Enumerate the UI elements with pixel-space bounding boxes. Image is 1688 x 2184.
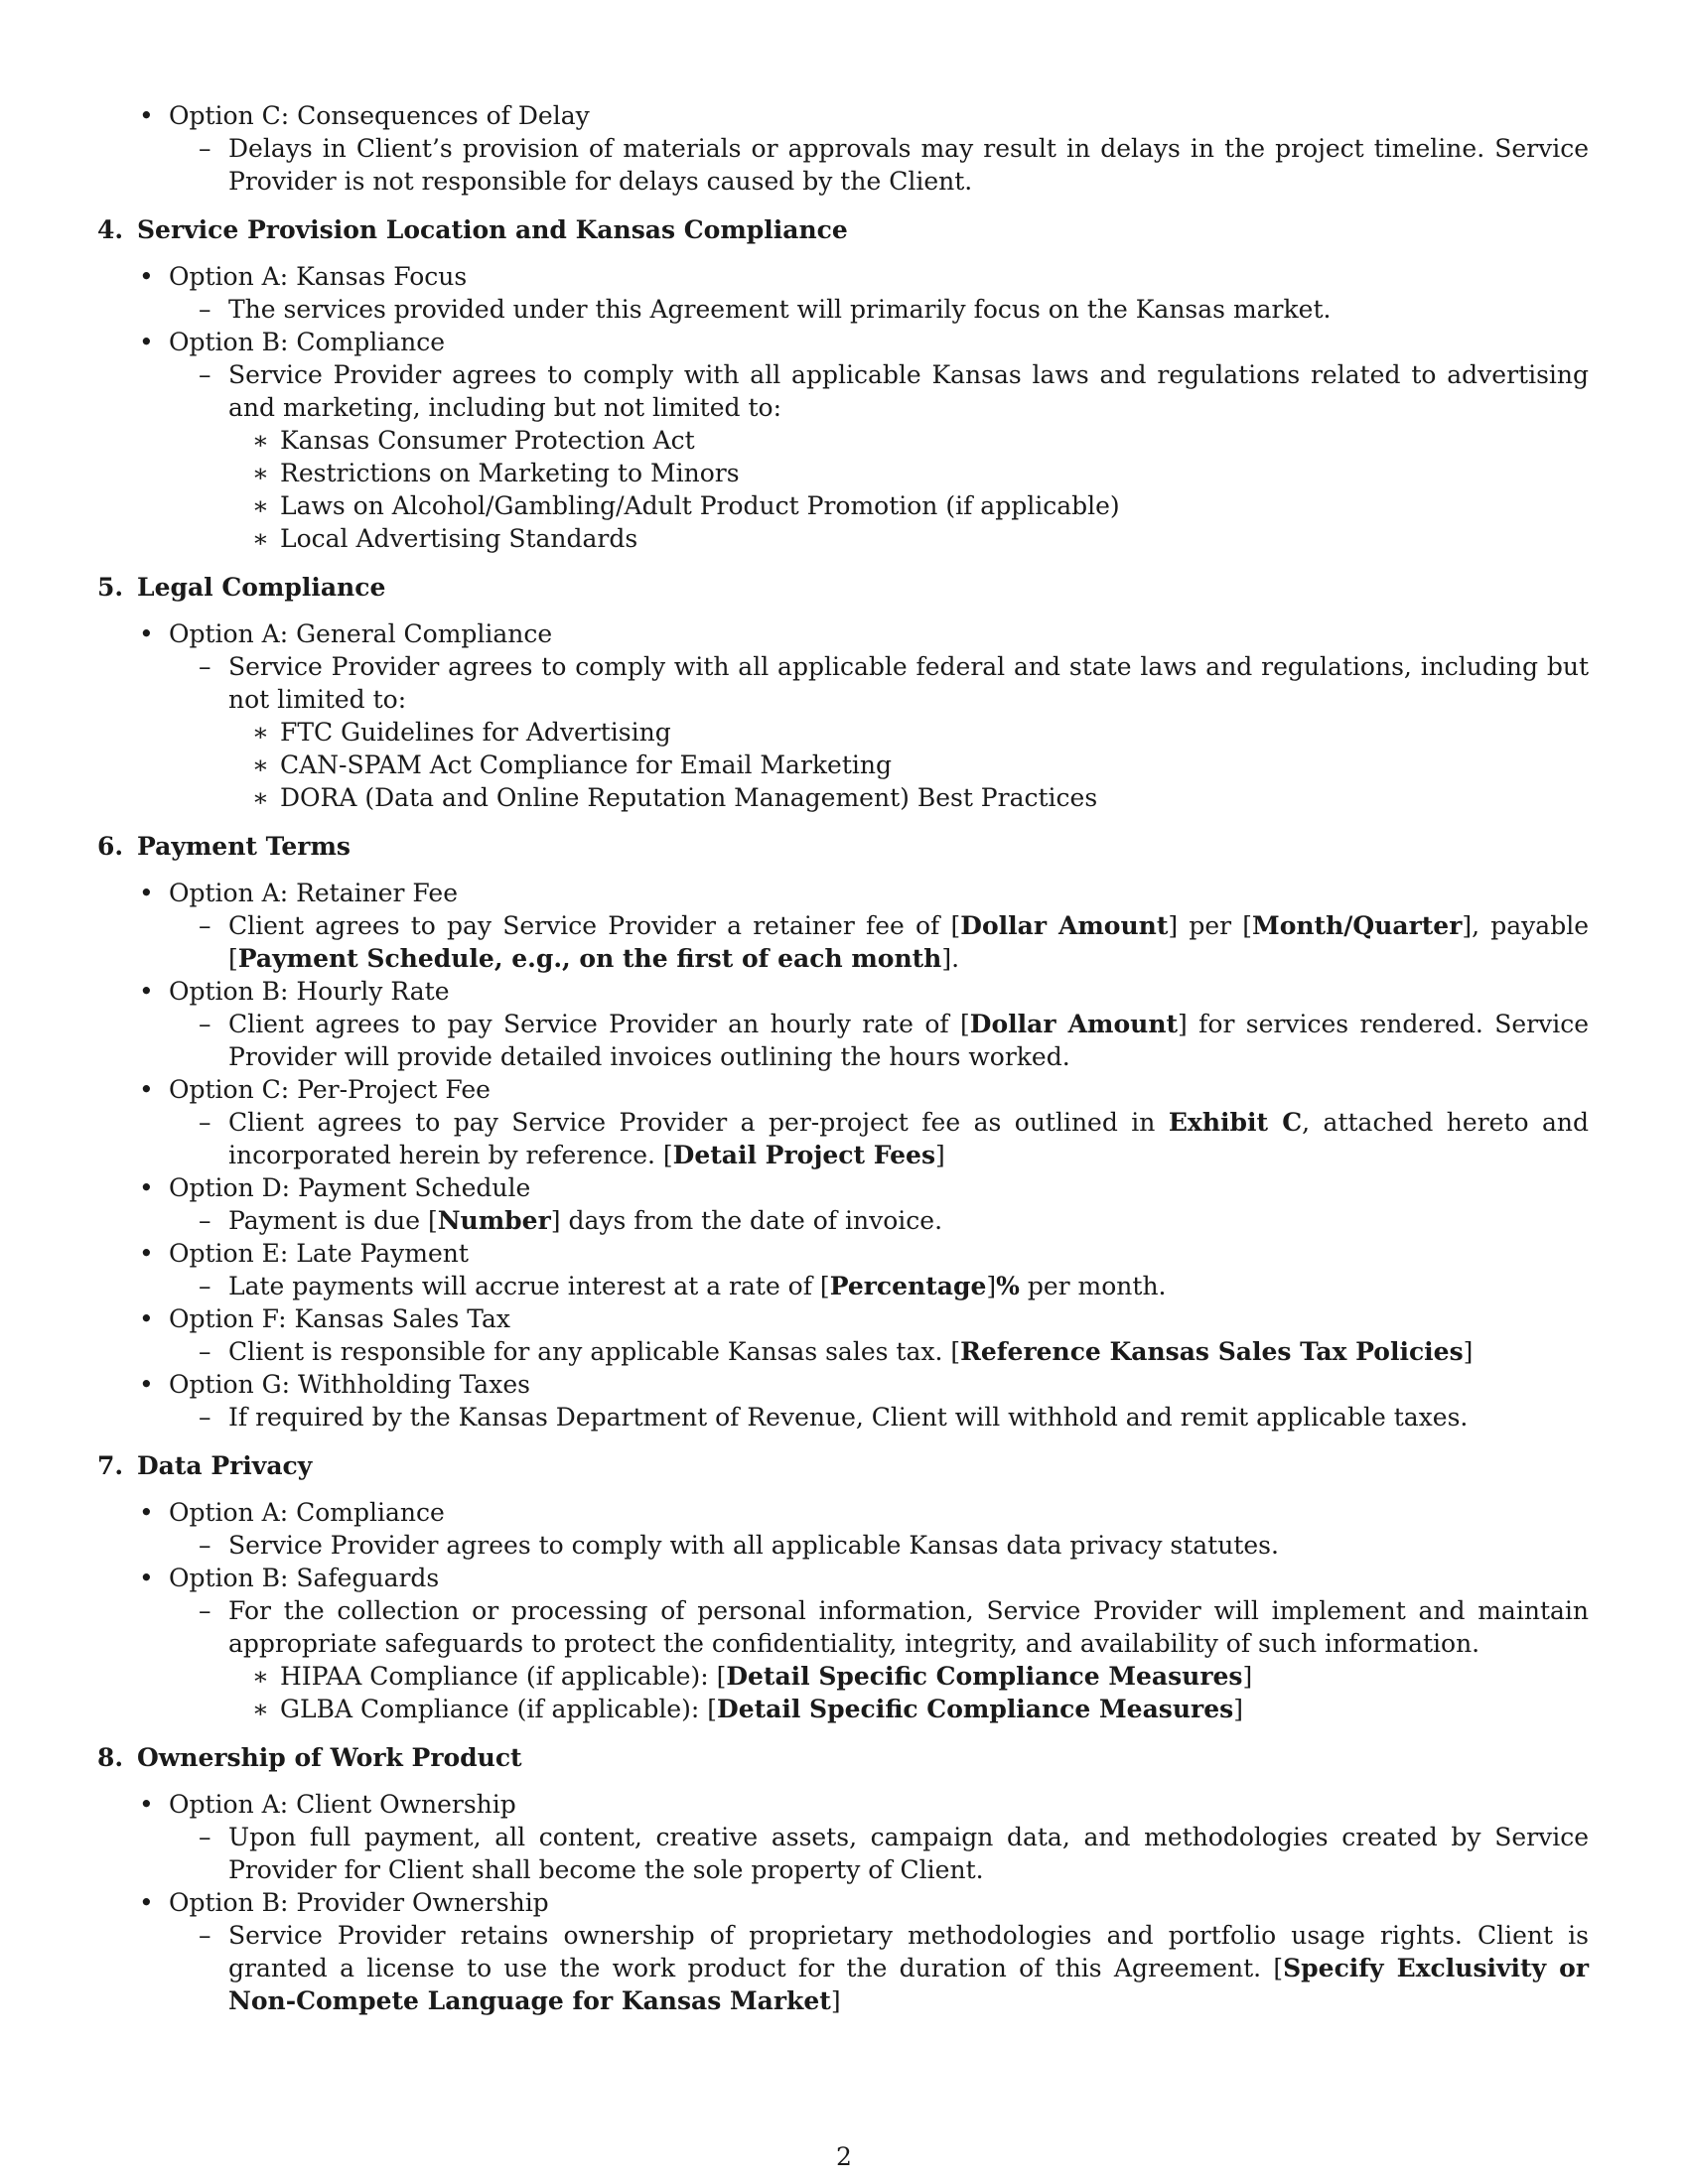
text-run: GLBA Compliance (if applicable): [ [280,1695,718,1723]
s5-option-a: • Option A: General Compliance [97,617,1589,650]
s6-option-c: • Option C: Per-Project Fee [97,1073,1589,1106]
s6-option-b: • Option B: Hourly Rate [97,975,1589,1008]
s5-option-a-text: – Service Provider agrees to comply with all applicable federal and state laws and regulations, including but not limited to: [97,650,1589,716]
list-item: ∗ FTC Guidelines for Advertising [97,716,1589,749]
s7-option-a-text: – Service Provider agrees to comply with all applicable Kansas data privacy statutes. [97,1529,1589,1562]
placeholder-payment-schedule: Payment Schedule, e.g., on the first of each month [237,944,942,973]
section-number: 7. [97,1451,124,1480]
placeholder-month-quarter: Month/Quarter [1252,911,1463,940]
s7-option-a: • Option A: Compliance [97,1496,1589,1529]
section-title: Payment Terms [137,832,351,861]
list-item [97,1660,1589,1693]
section-title: Ownership of Work Product [137,1743,522,1772]
placeholder-sales-tax-policies: Reference Kansas Sales Tax Policies [960,1337,1464,1366]
section-6-heading [97,830,1589,863]
placeholder-project-fees: Detail Project Fees [672,1141,936,1169]
section-number: 8. [97,1743,124,1772]
text-run: ] for services rendered. Service Provider will provide detailed invoices outlining the hours worked. [228,1010,1589,1071]
text-run: , attached hereto and incorporated herein by reference. [ [228,1108,1589,1169]
text-run: Late payments will accrue interest at a rate of [ [228,1272,830,1300]
text-run: Client is responsible for any applicable Kansas sales tax. [ [228,1337,961,1366]
section-7-heading [97,1449,1589,1482]
text-run: ], payable [ [228,911,1589,973]
placeholder-exclusivity-language: Specify Exclusivity or Non-Compete Language for Kansas Market [228,1954,1589,2015]
s8-option-a: • Option A: Client Ownership [97,1788,1589,1821]
s6-option-d: • Option D: Payment Schedule [97,1171,1589,1204]
page-number: 2 [836,2142,852,2171]
text-run: ] [986,1272,997,1300]
placeholder-number: Number [437,1206,551,1235]
s4-option-b: • Option B: Compliance [97,326,1589,358]
placeholder-compliance-measures: Detail Specific Compliance Measures [717,1695,1234,1723]
list-item: ∗ Local Advertising Standards [97,522,1589,555]
s6-option-e-text [97,1270,1589,1302]
s6-option-d-text [97,1204,1589,1237]
s6-option-c-text [97,1106,1589,1171]
s6-option-a: • Option A: Retainer Fee [97,877,1589,909]
option-c-consequences: • Option C: Consequences of Delay [97,99,1589,132]
section-title: Legal Compliance [137,573,386,602]
document-page [97,99,1589,2017]
s7-option-b: • Option B: Safeguards [97,1562,1589,1594]
s8-option-b-text [97,1919,1589,2017]
list-item: ∗ Kansas Consumer Protection Act [97,424,1589,457]
list-item: ∗ Laws on Alcohol/Gambling/Adult Product Promotion (if applicable) [97,489,1589,522]
text-run: ] [1463,1337,1474,1366]
list-item: ∗ CAN-SPAM Act Compliance for Email Marketing [97,749,1589,781]
text-run: per month. [1019,1272,1167,1300]
option-c-text: – Delays in Client’s provision of materials or approvals may result in delays in the project timeline. Service Provider is not responsible for delays caused by the Client. [97,132,1589,198]
s8-option-a-text: – Upon full payment, all content, creative assets, campaign data, and methodologies created by Service Provider for Client shall become the sole property of Client. [97,1821,1589,1886]
s4-option-a-text: – The services provided under this Agreement will primarily focus on the Kansas market. [97,293,1589,326]
text-run: ]. [941,944,960,973]
list-item: ∗ Restrictions on Marketing to Minors [97,457,1589,489]
placeholder-compliance-measures: Detail Specific Compliance Measures [726,1662,1243,1691]
section-title: Service Provision Location and Kansas Compliance [137,215,848,244]
list-item: ∗ DORA (Data and Online Reputation Management) Best Practices [97,781,1589,814]
text-run: ] [1233,1695,1243,1723]
list-item [97,1693,1589,1725]
s7-option-b-text: – For the collection or processing of personal information, Service Provider will implement and maintain appropriate safeguards to protect the confidentiality, integrity, and availability of such information. [97,1594,1589,1660]
section-4-heading [97,213,1589,246]
text-run: Service Provider retains ownership of proprietary methodologies and portfolio usage rights. Client is granted a license to use the work product for the duration of this Agreement. [ [228,1921,1589,1982]
text-run: ] per [ [1168,911,1253,940]
placeholder-dollar-amount: Dollar Amount [960,911,1169,940]
text-run: ] [935,1141,945,1169]
s6-option-g: • Option G: Withholding Taxes [97,1368,1589,1401]
section-number: 5. [97,573,124,602]
text-run: ] [830,1986,841,2015]
section-8-heading [97,1741,1589,1774]
text-run: Client agrees to pay Service Provider a per-project fee as outlined in [228,1108,1169,1137]
exhibit-reference: Exhibit C [1168,1108,1303,1137]
s4-option-a: • Option A: Kansas Focus [97,260,1589,293]
s6-option-e: • Option E: Late Payment [97,1237,1589,1270]
text-run: Client agrees to pay Service Provider a retainer fee of [ [228,911,961,940]
section-number: 4. [97,215,124,244]
s6-option-b-text [97,1008,1589,1073]
s6-option-f: • Option F: Kansas Sales Tax [97,1302,1589,1335]
text-run: Payment is due [ [228,1206,438,1235]
s4-option-b-text: – Service Provider agrees to comply with all applicable Kansas laws and regulations related to advertising and marketing, including but not limited to: [97,358,1589,424]
s6-option-f-text [97,1335,1589,1368]
s8-option-b: • Option B: Provider Ownership [97,1886,1589,1919]
placeholder-percentage: Percentage [829,1272,987,1300]
percent-sign: % [996,1272,1020,1300]
s6-option-a-text [97,909,1589,975]
text-run: HIPAA Compliance (if applicable): [ [280,1662,727,1691]
text-run: Client agrees to pay Service Provider an hourly rate of [ [228,1010,970,1038]
section-number: 6. [97,832,124,861]
text-run: ] days from the date of invoice. [550,1206,943,1235]
text-run: ] [1242,1662,1253,1691]
placeholder-dollar-amount: Dollar Amount [969,1010,1179,1038]
section-5-heading [97,571,1589,604]
s6-option-g-text: – If required by the Kansas Department of Revenue, Client will withhold and remit applicable taxes. [97,1401,1589,1433]
section-title: Data Privacy [137,1451,313,1480]
